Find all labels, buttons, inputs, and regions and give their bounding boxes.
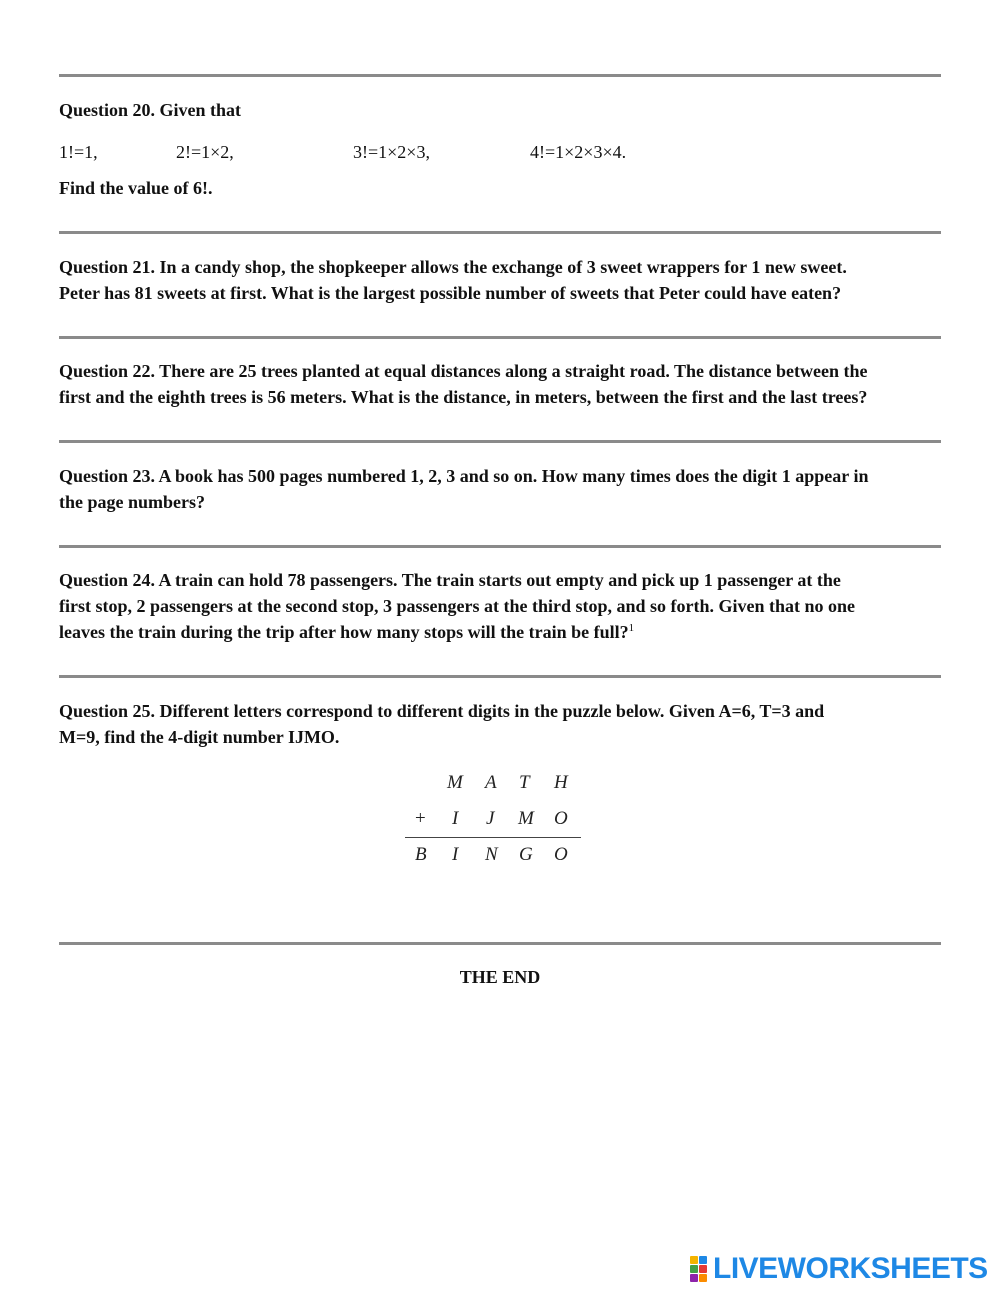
question-25 [59, 698, 943, 750]
question-23 [59, 463, 943, 515]
question-25-line: M=9, find the 4-digit number IJMO. [59, 727, 340, 747]
question-22-line: first and the eighth trees is 56 meters. What is the distance, in meters, between the first and the last trees? [59, 387, 868, 407]
question-20-title: Question 20. Given that [59, 100, 242, 120]
puzzle-letter: H [554, 772, 568, 793]
puzzle-letter: N [485, 844, 498, 865]
puzzle-letter: M [447, 772, 463, 793]
puzzle-letter: A [485, 772, 497, 793]
factorial-1: 1!=1, [59, 142, 98, 162]
puzzle-letter: O [554, 844, 568, 865]
plus-operator: + [415, 808, 426, 829]
divider [59, 231, 941, 234]
divider [59, 675, 941, 678]
puzzle-letter: I [452, 844, 459, 865]
puzzle-row-addend-1 [405, 772, 585, 808]
sum-line [405, 837, 581, 838]
divider [59, 336, 941, 339]
question-24-line-text: leaves the train during the trip after how many stops will the train be full? [59, 622, 629, 642]
cryptarithm-puzzle [405, 772, 585, 880]
puzzle-row-addend-2 [405, 808, 585, 844]
liveworksheets-logo-icon [690, 1256, 707, 1282]
liveworksheets-logo[interactable] [690, 1252, 988, 1286]
question-24-line: Question 24. A train can hold 78 passengers. The train starts out empty and pick up 1 passenger at the [59, 570, 841, 590]
question-21-line: Peter has 81 sweets at first. What is the largest possible number of sweets that Peter could have eaten? [59, 283, 842, 303]
question-21 [59, 254, 943, 306]
question-25-line: Question 25. Different letters correspond to different digits in the puzzle below. Given A=6, T=3 and [59, 701, 825, 721]
puzzle-letter: T [519, 772, 530, 793]
divider [59, 545, 941, 548]
the-end-label: THE END [459, 967, 541, 987]
question-24 [59, 567, 943, 645]
divider [59, 74, 941, 77]
puzzle-letter: M [518, 808, 534, 829]
factorial-2: 2!=1×2, [176, 142, 234, 162]
puzzle-row-sum [405, 844, 585, 880]
divider [59, 942, 941, 945]
puzzle-letter: B [415, 844, 427, 865]
question-21-line: Question 21. In a candy shop, the shopkeeper allows the exchange of 3 sweet wrappers for 1 new sweet. [59, 257, 847, 277]
question-22-line: Question 22. There are 25 trees planted at equal distances along a straight road. The distance between the [59, 361, 868, 381]
question-24-line [59, 619, 943, 645]
question-20-prompt: Find the value of 6!. [59, 178, 213, 198]
question-23-line: the page numbers? [59, 492, 206, 512]
puzzle-letter: G [519, 844, 533, 865]
puzzle-letter: J [486, 808, 495, 829]
footnote-marker[interactable]: 1 [628, 622, 635, 634]
question-22 [59, 358, 943, 410]
factorial-3: 3!=1×2×3, [353, 142, 430, 162]
divider [59, 440, 941, 443]
factorial-4: 4!=1×2×3×4. [530, 142, 627, 162]
puzzle-letter: O [554, 808, 568, 829]
puzzle-letter: I [452, 808, 459, 829]
question-24-line: first stop, 2 passengers at the second stop, 3 passengers at the third stop, and so forth. Given that no one [59, 596, 856, 616]
liveworksheets-wordmark: LIVEWORKSHEETS [713, 1252, 988, 1285]
question-23-line: Question 23. A book has 500 pages numbered 1, 2, 3 and so on. How many times does the digit 1 appear in [59, 466, 869, 486]
